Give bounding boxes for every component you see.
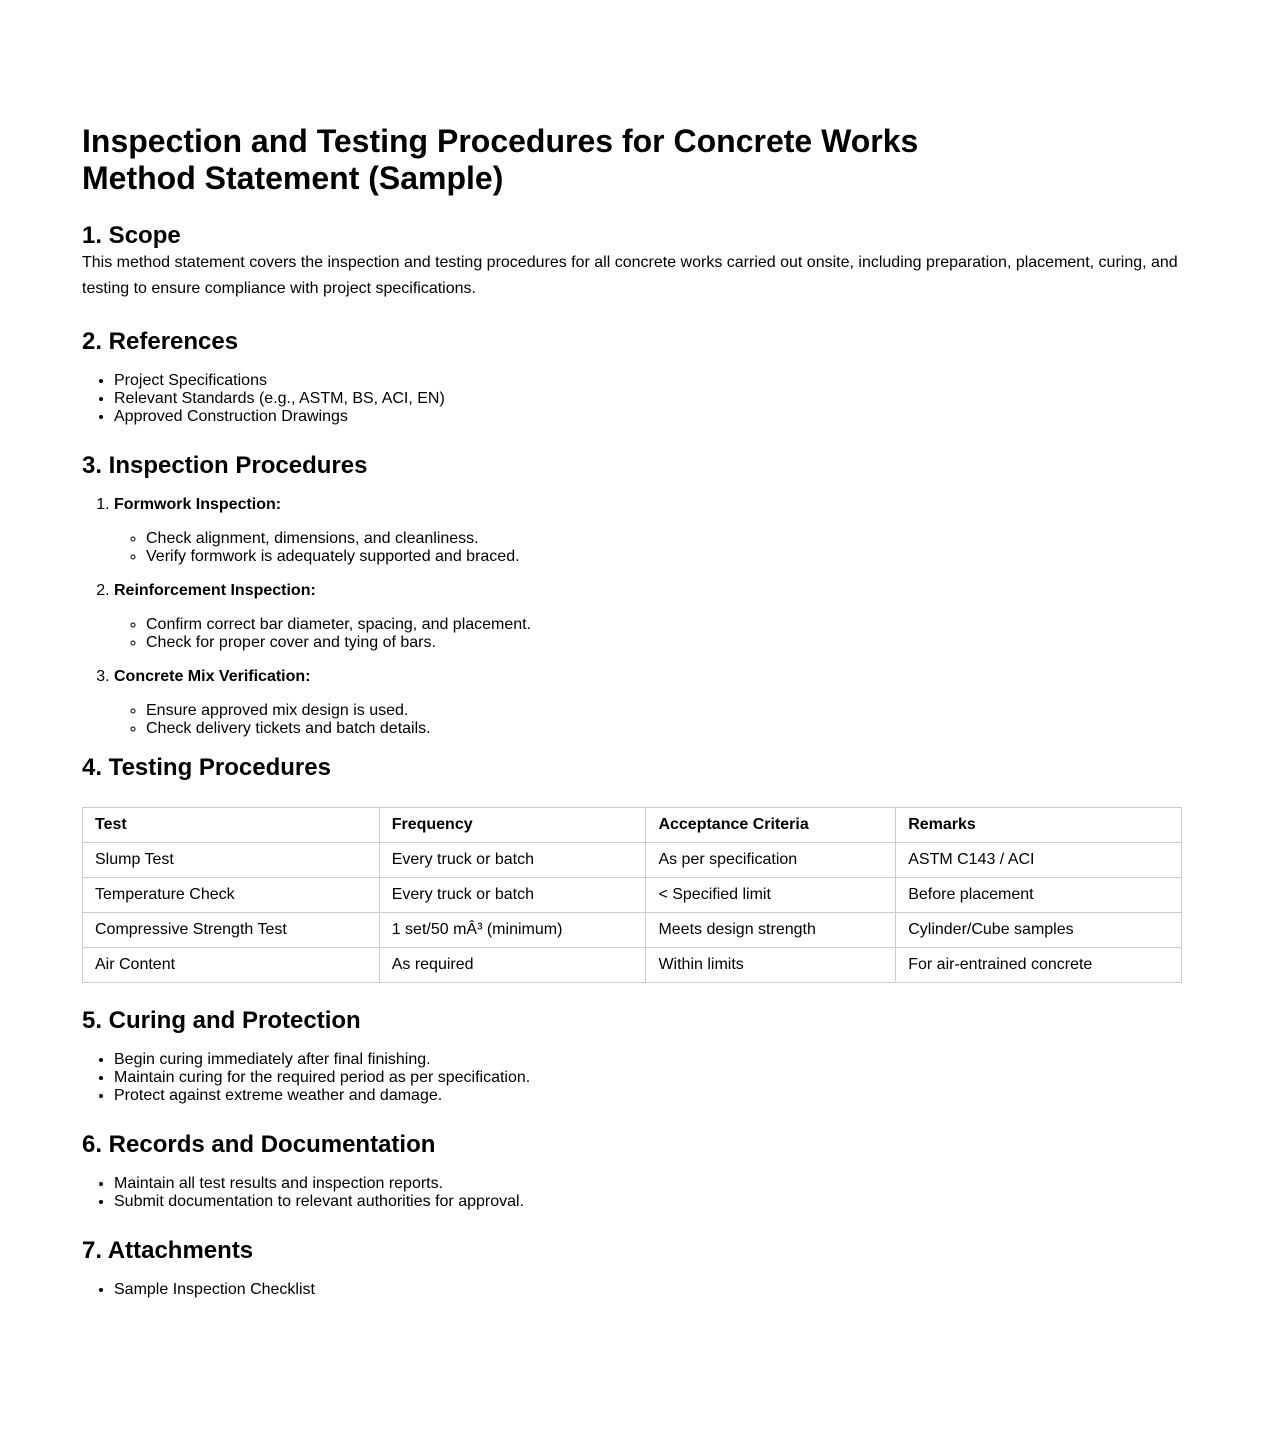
table-row [83, 913, 1182, 948]
document-page [82, 0, 1182, 1302]
scope-heading: 1. Scope [82, 222, 181, 249]
table-cell: For air-entrained concrete [896, 948, 1182, 983]
table-cell: Every truck or batch [379, 878, 646, 913]
inspection-item-mix [114, 668, 1182, 738]
curing-heading: 5. Curing and Protection [82, 1007, 361, 1034]
column-header: Remarks [896, 808, 1182, 843]
list-item: • Relevant Standards (e.g., ASTM, BS, ACI, EN) [114, 390, 1182, 408]
list-item: • Approved Construction Drawings [114, 408, 1182, 426]
inspection-list [82, 496, 1182, 738]
table-cell: ASTM C143 / ACI [896, 843, 1182, 878]
item-title: 1. Formwork Inspection: [114, 496, 282, 513]
list-item: ◦ Confirm correct bar diameter, spacing, and placement. [146, 616, 1182, 634]
records-list [82, 1175, 1182, 1211]
list-item: • Maintain all test results and inspection reports. [114, 1175, 1182, 1193]
inspection-item-formwork [114, 496, 1182, 566]
table-row [83, 878, 1182, 913]
inspection-heading: 3. Inspection Procedures [82, 452, 368, 479]
title-line-2: Method Statement (Sample) [82, 160, 504, 196]
list-item: • Begin curing immediately after final finishing. [114, 1051, 1182, 1069]
testing-heading: 4. Testing Procedures [82, 754, 331, 781]
sub-list [114, 702, 1182, 738]
title-line-1: Inspection and Testing Procedures for Concrete Works [82, 123, 919, 159]
testing-table [82, 807, 1182, 983]
table-cell: As per specification [646, 843, 896, 878]
column-header: Test [83, 808, 380, 843]
table-cell: Before placement [896, 878, 1182, 913]
list-item: • Project Specifications [114, 372, 1182, 390]
curing-list [82, 1051, 1182, 1105]
table-cell: Cylinder/Cube samples [896, 913, 1182, 948]
table-cell: As required [379, 948, 646, 983]
column-header: Frequency [379, 808, 646, 843]
list-item: • Maintain curing for the required period as per specification. [114, 1069, 1182, 1087]
table-cell: < Specified limit [646, 878, 896, 913]
table-cell: 1 set/50 mÂ³ (minimum) [379, 913, 646, 948]
table-cell: Within limits [646, 948, 896, 983]
sub-list [114, 530, 1182, 566]
list-item: • Protect against extreme weather and damage. [114, 1087, 1182, 1105]
attachments-heading: 7. Attachments [82, 1237, 254, 1264]
references-heading: 2. References [82, 328, 239, 355]
records-heading: 6. Records and Documentation [82, 1131, 436, 1158]
table-cell: Meets design strength [646, 913, 896, 948]
list-item: ◦ Check alignment, dimensions, and cleanliness. [146, 530, 1182, 548]
references-list [82, 372, 1182, 426]
item-title: 3. Concrete Mix Verification: [114, 668, 311, 685]
page-title [82, 123, 1182, 197]
table-row [83, 948, 1182, 983]
sub-list [114, 616, 1182, 652]
list-item: ◦ Check delivery tickets and batch details. [146, 720, 1182, 738]
table-cell: Temperature Check [83, 878, 380, 913]
inspection-item-reinforcement [114, 582, 1182, 652]
item-title: 2. Reinforcement Inspection: [114, 582, 316, 599]
table-header-row [83, 808, 1182, 843]
table-cell: Slump Test [83, 843, 380, 878]
list-item: ◦ Verify formwork is adequately supported and braced. [146, 548, 1182, 566]
list-item: • Sample Inspection Checklist [114, 1281, 1182, 1299]
list-item: ◦ Check for proper cover and tying of bars. [146, 634, 1182, 652]
attachments-list [82, 1281, 1182, 1299]
table-cell: Every truck or batch [379, 843, 646, 878]
column-header: Acceptance Criteria [646, 808, 896, 843]
list-item: ◦ Ensure approved mix design is used. [146, 702, 1182, 720]
table-cell: Compressive Strength Test [83, 913, 380, 948]
table-row [83, 843, 1182, 878]
scope-text: This method statement covers the inspection and testing procedures for all concrete works carried out onsite, including preparation, placement, curing, and testing to ensure compliance with project specifications. [82, 254, 1178, 297]
table-cell: Air Content [83, 948, 380, 983]
list-item: • Submit documentation to relevant authorities for approval. [114, 1193, 1182, 1211]
